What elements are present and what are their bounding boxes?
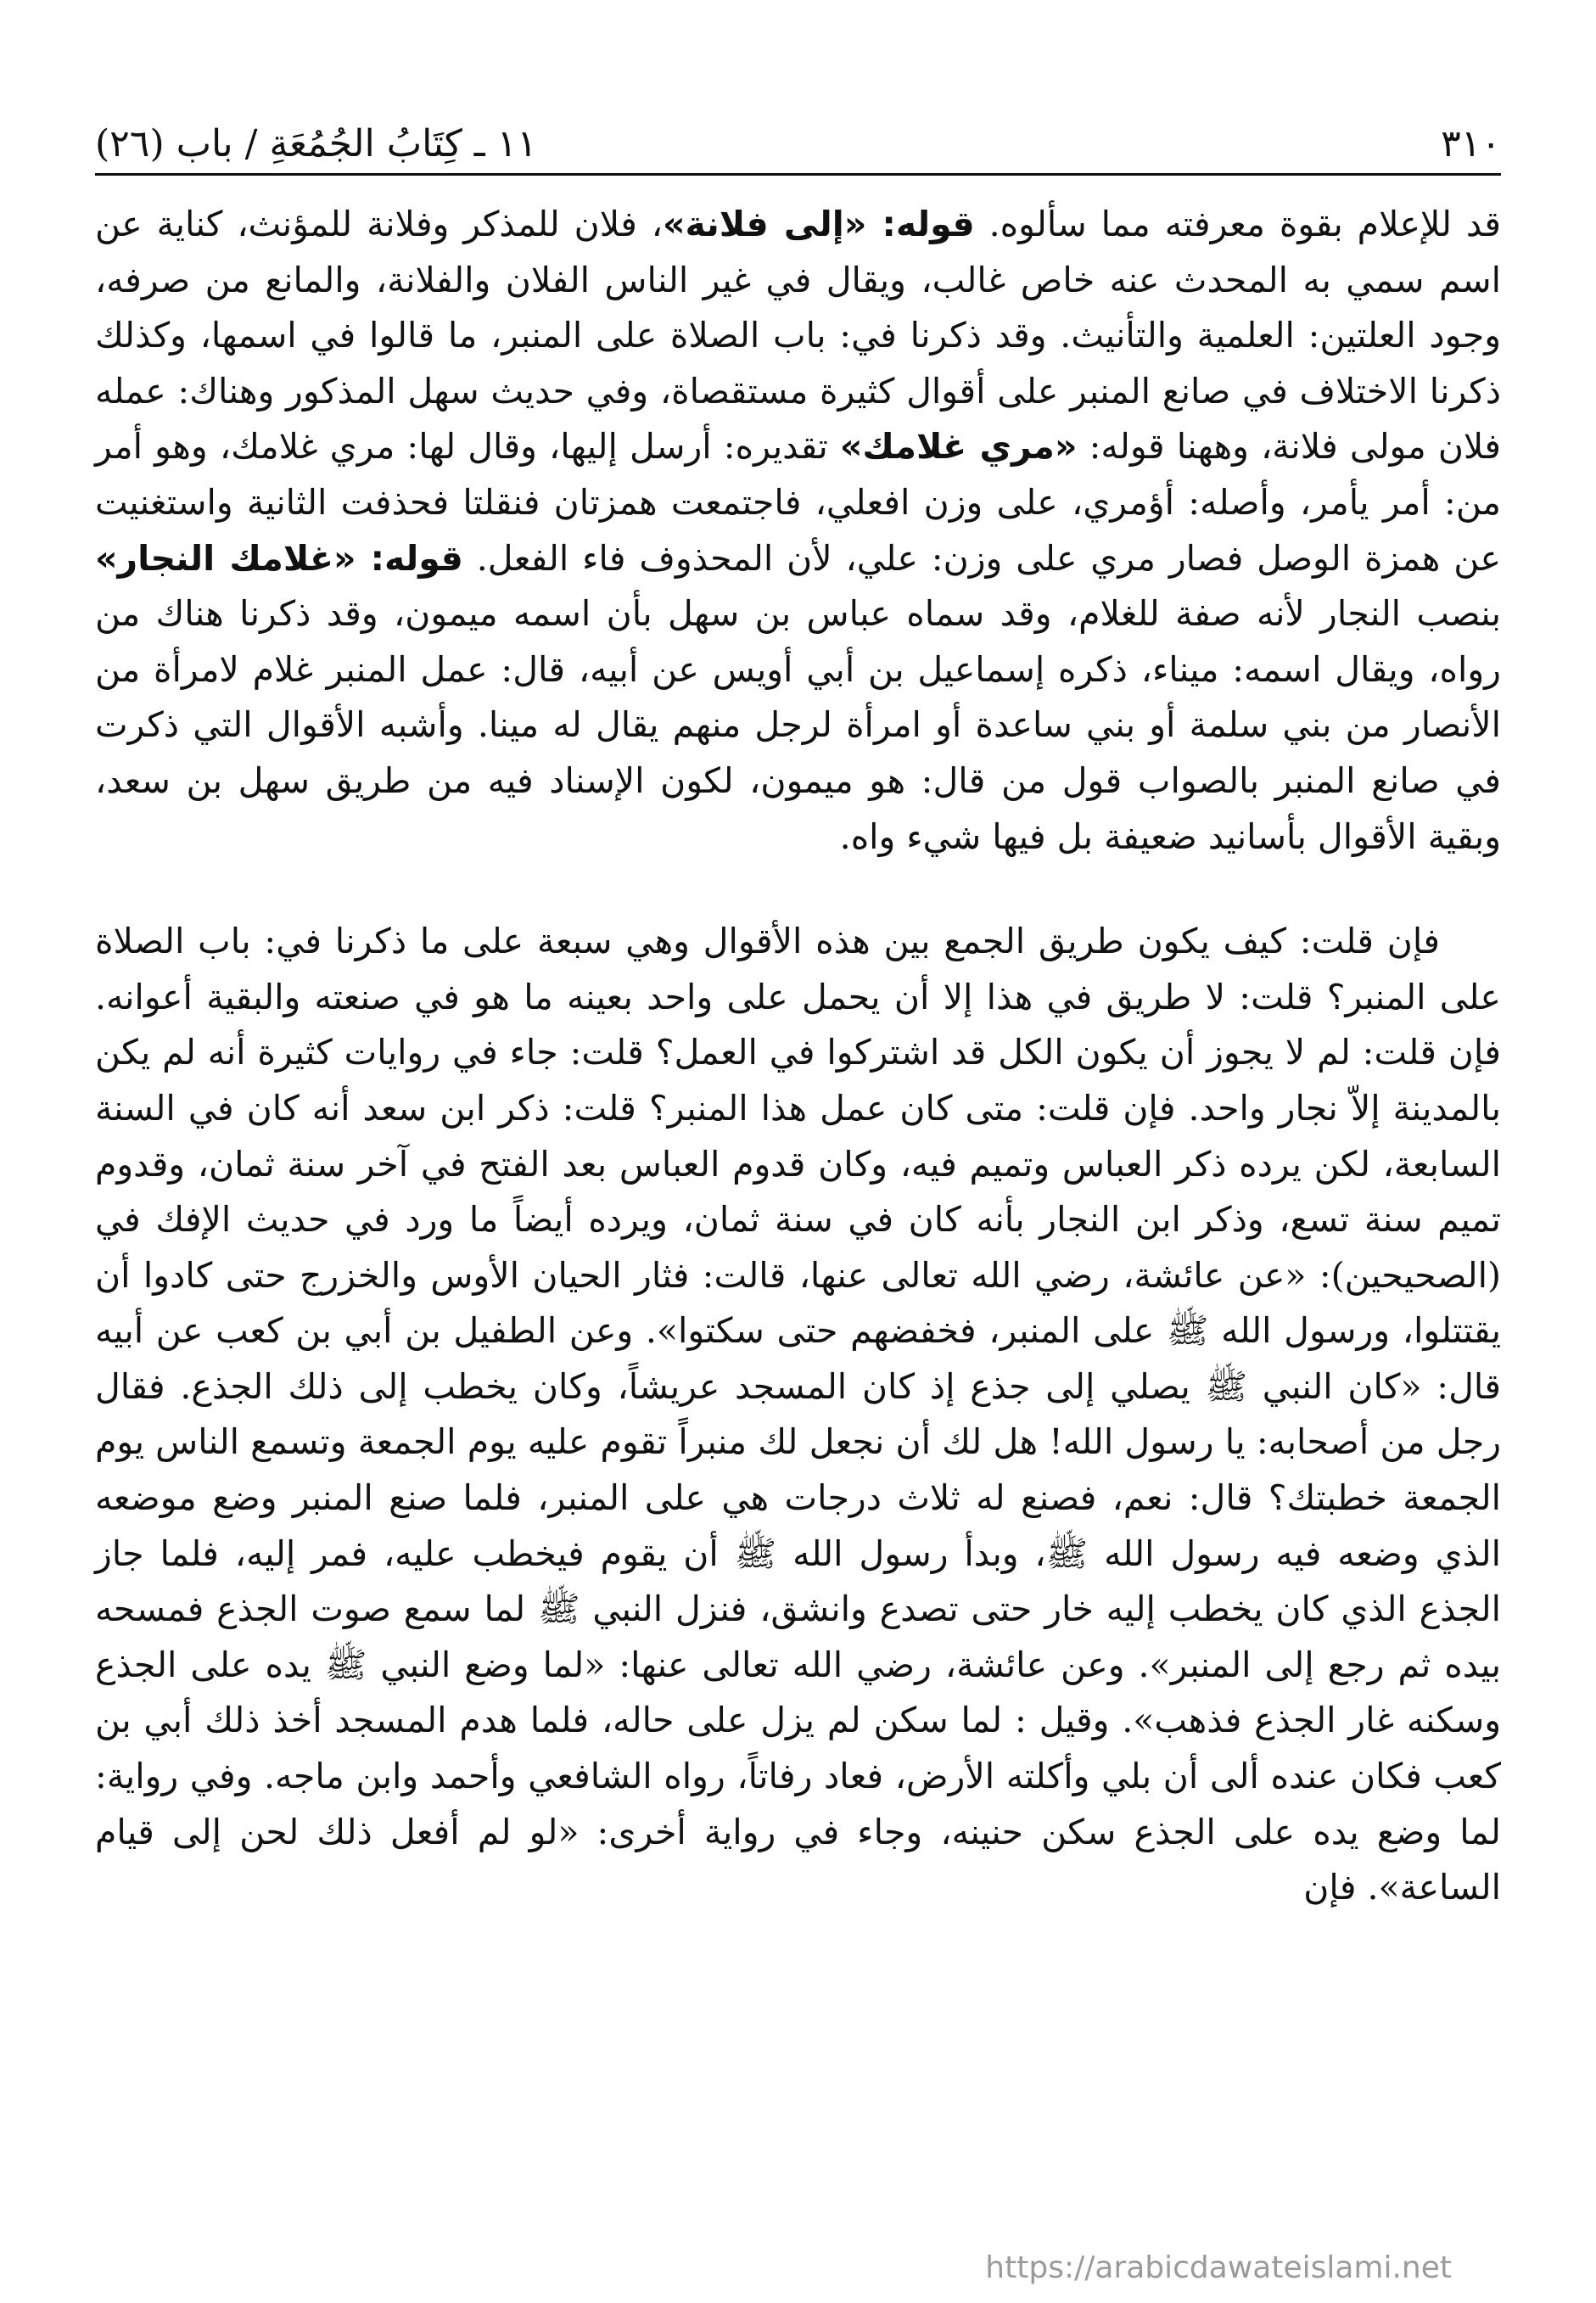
body-text (95, 197, 1501, 1916)
watermark-url: https://arabicdawateislami.net (985, 2250, 1452, 2285)
text-segment: ، فلان للمذكر وفلانة للمؤنث، كناية عن اسم سمي به المحدث عنه خاص غالب، ويقال في غير الناس الفلان والفلانة، والمانع من صرفه، وجود العلتين: العلمية والتأنيث. وقد ذكرنا في: باب الصلاة على المنبر، ما قالوا في اسمها، وكذلك ذكرنا الاختلاف في صانع المنبر على أقوال كثيرة مستقصاة، وفي حديث سهل المذكور وهناك: عمله فلان مولى فلانة، وههنا قوله: (95, 204, 1501, 468)
page-number: ٣١٠ (1441, 122, 1501, 165)
text-segment: بنصب النجار لأنه صفة للغلام، وقد سماه عباس بن سهل بأن اسمه ميمون، وقد ذكرنا هناك من رواه، ويقال اسمه: ميناء، ذكره إسماعيل بن أبي أويس عن أبيه، قال: عمل المنبر غلام لامرأة من الأنصار من بني سلمة أو بني ساعدة أو امرأة لرجل منهم يقال له مينا. وأشبه الأقوال التي ذكرت في صانع المنبر بالصواب قول من قال: هو ميمون، لكون الإسناد فيه من طريق سهل بن سعد، وبقية الأقوال بأسانيد ضعيفة بل فيها شيء واه. (95, 593, 1501, 857)
paragraph-2 (95, 914, 1501, 1916)
text-segment: فإن قلت: كيف يكون طريق الجمع بين هذه الأقوال وهي سبعة على ما ذكرنا في: باب الصلاة على المنبر؟ قلت: لا طريق في هذا إلا أن يحمل على واحد بعينه ما هو في صنعته والبقية أعوانه. فإن قلت: لم لا يجوز أن يكون الكل قد اشتركوا في العمل؟ قلت: جاء في روايات كثيرة أنه لم يكن بالمدينة إلاّ نجار واحد. فإن قلت: متى كان عمل هذا المنبر؟ قلت: ذكر ابن سعد أنه كان في السنة السابعة، لكن يرده ذكر العباس وتميم فيه، وكان قدوم العباس بعد الفتح في آخر سنة ثمان، وقدوم تميم سنة تسع، وذكر ابن النجار بأنه كان في سنة ثمان، ويرده أيضاً ما ورد في حديث الإفك في (الصحيحين): «عن عائشة، رضي الله تعالى عنها، قالت: فثار الحيان الأوس والخزرج حتى كادوا أن يقتتلوا، ورسول الله ﷺ على المنبر، فخفضهم حتى سكتوا». وعن الطفيل بن أبي بن كعب عن أبيه قال: «كان النبي ﷺ يصلي إلى جذع إذ كان المسجد عريشاً، وكان يخطب إلى ذلك الجذع. فقال رجل من أصحابه: يا رسول الله! هل لك أن نجعل لك منبراً تقوم عليه يوم الجمعة وتسمع الناس يوم الجمعة خطبتك؟ قال: نعم، فصنع له ثلاث درجات هي على المنبر، فلما صنع المنبر وضع موضعه الذي وضعه فيه رسول الله ﷺ، وبدأ رسول الله ﷺ أن يقوم فيخطب عليه، فمر إليه، فلما جاز الجذع الذي كان يخطب إليه خار حتى تصدع وانشق، فنزل النبي ﷺ لما سمع صوت الجذع فمسحه بيده ثم رجع إلى المنبر». وعن عائشة، رضي الله تعالى عنها: «لما وضع النبي ﷺ يده على الجذع وسكنه غار الجذع فذهب». وقيل : لما سكن لم يزل على حاله، فلما هدم المسجد أخذ ذلك أبي بن كعب فكان عنده ألى أن بلي وأكلته الأرض، فعاد رفاتاً، رواه الشافعي وأحمد وابن ماجه. وفي رواية: لما وضع يده على الجذع سكن حنينه، وجاء في رواية أخرى: «لو لم أفعل ذلك لحن إلى قيام الساعة». فإن (95, 921, 1501, 1908)
quoted-term: قوله: «إلى فلانة» (663, 204, 975, 244)
quoted-term: «مري غلامك» (839, 426, 1078, 468)
text-segment: قد للإعلام بقوة معرفته مما سألوه. (974, 204, 1502, 244)
quoted-term: قوله: «غلامك النجار» (95, 537, 463, 579)
header-divider (95, 173, 1501, 176)
paragraph-1 (95, 197, 1501, 865)
text-segment: تقديره: أرسل إليها، وقال لها: مري غلامك، وهو أمر من: أمر يأمر، وأصله: أؤمري، على وزن افعلي، فاجتمعت همزتان فنقلتا فحذفت الثانية واستغنيت عن همزة الوصل فصار مري على وزن: علي، لأن المحذوف فاء الفعل. (95, 426, 1501, 579)
running-header (95, 109, 1501, 168)
paragraph-spacer (95, 865, 1501, 914)
chapter-title: ١١ ـ كِتَابُ الجُمُعَةِ / باب (٢٦) (95, 122, 537, 165)
